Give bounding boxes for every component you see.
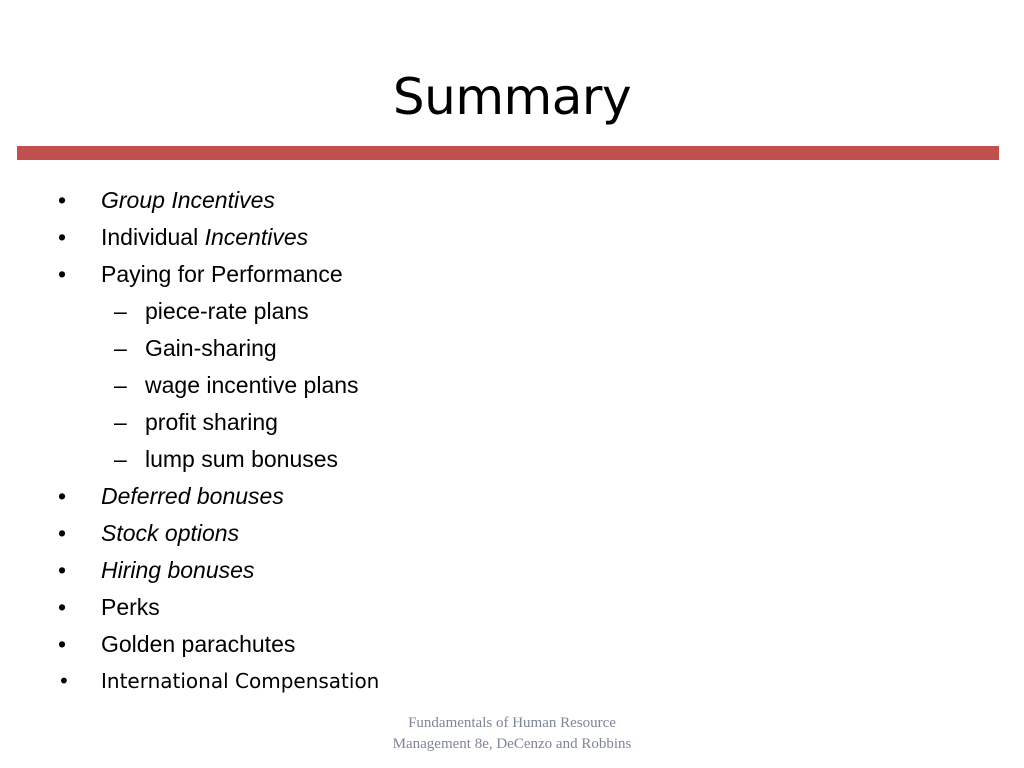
bullet-item [0,626,1024,663]
dash-marker: – [114,335,127,361]
title-divider [17,146,999,160]
sub-bullet-item [0,404,1024,441]
bullet-text [101,478,284,515]
bullet-text-part: wage incentive plans [145,372,359,398]
bullet-text-part: Deferred bonuses [101,483,284,509]
sub-bullet-item [0,441,1024,478]
bullet-text [101,182,275,219]
bullet-marker: • [58,224,67,250]
bullet-text-part: piece-rate plans [145,298,309,324]
bullet-text [101,256,343,293]
bullet-text [101,515,239,552]
bullet-text [145,441,338,478]
bullet-marker: • [58,631,67,657]
bullet-marker: • [58,483,67,509]
bullet-item [0,663,1024,700]
slide-footer [352,713,672,755]
bullet-item [0,182,1024,219]
bullet-item [0,256,1024,293]
sub-bullet-item [0,367,1024,404]
dash-marker: – [114,372,127,398]
bullet-text [145,330,277,367]
bullet-text [101,589,160,626]
bullet-marker: • [58,187,67,213]
bullet-list [0,182,1024,700]
bullet-marker: • [58,557,67,583]
bullet-text [145,404,278,441]
bullet-text [101,552,254,589]
sub-bullet-item [0,293,1024,330]
bullet-text-part: Golden parachutes [101,631,296,657]
bullet-marker: • [58,520,67,546]
title-divider-bar [17,146,999,160]
bullet-text-part: Individual [101,224,205,250]
dash-marker: – [114,298,127,324]
bullet-text-part: Paying for Performance [101,261,343,287]
bullet-text [101,626,295,663]
dash-marker: – [114,409,127,435]
sub-bullet-item [0,330,1024,367]
bullet-text [101,219,308,256]
bullet-text-part: Hiring bonuses [101,557,255,583]
bullet-item [0,219,1024,256]
bullet-marker: • [58,261,67,287]
footer-line-1: Fundamentals of Human Resource [408,715,616,731]
bullet-text-part: International Compensation [101,669,380,693]
bullet-text-part: Incentives [204,224,309,250]
bullet-text-part: Gain-sharing [145,335,277,361]
bullet-marker: • [58,669,70,693]
dash-marker: – [114,446,127,472]
bullet-marker: • [58,594,67,620]
bullet-item [0,478,1024,515]
slide-title: Summary [392,68,632,126]
bullet-text-part: lump sum bonuses [145,446,339,472]
footer-line-2: Management 8e, DeCenzo and Robbins [392,736,632,752]
bullet-text-part: Perks [101,594,160,620]
bullet-item [0,552,1024,589]
bullet-text [145,293,309,330]
bullet-text-part: profit sharing [145,409,278,435]
bullet-text-part: Group Incentives [101,187,275,213]
bullet-text [101,663,379,700]
bullet-item [0,589,1024,626]
bullet-text [145,367,359,404]
bullet-text-part: Stock options [101,520,240,546]
bullet-item [0,515,1024,552]
